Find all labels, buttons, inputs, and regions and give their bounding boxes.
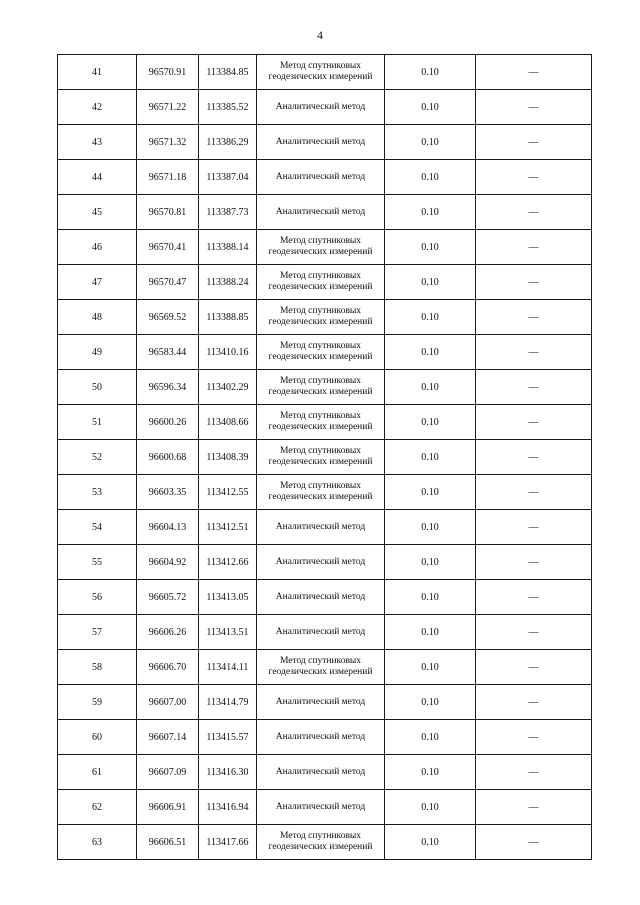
table-row (58, 370, 592, 405)
point-number-cell: 46 (58, 230, 137, 265)
y-coordinate-cell: 113386.29 (199, 125, 257, 160)
table-row (58, 545, 592, 580)
y-coordinate-cell: 113412.55 (199, 475, 257, 510)
description-cell: — (476, 160, 592, 195)
accuracy-cell: 0.10 (385, 545, 476, 580)
method-cell: Аналитический метод (257, 580, 385, 615)
accuracy-cell: 0.10 (385, 55, 476, 90)
y-coordinate-cell: 113388.14 (199, 230, 257, 265)
x-coordinate-cell: 96571.32 (137, 125, 199, 160)
y-coordinate-cell: 113416.94 (199, 790, 257, 825)
y-coordinate-cell: 113414.11 (199, 650, 257, 685)
x-coordinate-cell: 96570.41 (137, 230, 199, 265)
point-number-cell: 49 (58, 335, 137, 370)
method-cell: Метод спутниковых геодезических измерений (257, 230, 385, 265)
accuracy-cell: 0.10 (385, 580, 476, 615)
x-coordinate-cell: 96600.26 (137, 405, 199, 440)
method-cell: Метод спутниковых геодезических измерений (257, 55, 385, 90)
accuracy-cell: 0.10 (385, 650, 476, 685)
table-row (58, 615, 592, 650)
point-number-cell: 53 (58, 475, 137, 510)
x-coordinate-cell: 96596.34 (137, 370, 199, 405)
y-coordinate-cell: 113410.16 (199, 335, 257, 370)
method-cell: Метод спутниковых геодезических измерений (257, 405, 385, 440)
page-number: 4 (317, 28, 323, 42)
accuracy-cell: 0.10 (385, 195, 476, 230)
accuracy-cell: 0.10 (385, 475, 476, 510)
description-cell: — (476, 440, 592, 475)
method-cell: Метод спутниковых геодезических измерений (257, 335, 385, 370)
method-cell: Аналитический метод (257, 685, 385, 720)
point-number-cell: 44 (58, 160, 137, 195)
point-number-cell: 48 (58, 300, 137, 335)
x-coordinate-cell: 96604.92 (137, 545, 199, 580)
table-row (58, 510, 592, 545)
accuracy-cell: 0.10 (385, 615, 476, 650)
accuracy-cell: 0.10 (385, 510, 476, 545)
x-coordinate-cell: 96606.51 (137, 825, 199, 860)
table-row (58, 265, 592, 300)
x-coordinate-cell: 96607.00 (137, 685, 199, 720)
y-coordinate-cell: 113412.66 (199, 545, 257, 580)
x-coordinate-cell: 96570.81 (137, 195, 199, 230)
y-coordinate-cell: 113387.73 (199, 195, 257, 230)
table-row (58, 195, 592, 230)
method-cell: Метод спутниковых геодезических измерений (257, 440, 385, 475)
point-number-cell: 59 (58, 685, 137, 720)
method-cell: Аналитический метод (257, 90, 385, 125)
x-coordinate-cell: 96607.09 (137, 755, 199, 790)
table-body (58, 55, 592, 860)
y-coordinate-cell: 113388.85 (199, 300, 257, 335)
x-coordinate-cell: 96571.18 (137, 160, 199, 195)
description-cell: — (476, 755, 592, 790)
point-number-cell: 60 (58, 720, 137, 755)
point-number-cell: 58 (58, 650, 137, 685)
x-coordinate-cell: 96569.52 (137, 300, 199, 335)
y-coordinate-cell: 113414.79 (199, 685, 257, 720)
point-number-cell: 45 (58, 195, 137, 230)
x-coordinate-cell: 96606.70 (137, 650, 199, 685)
description-cell: — (476, 265, 592, 300)
table-row (58, 405, 592, 440)
accuracy-cell: 0.10 (385, 335, 476, 370)
description-cell: — (476, 55, 592, 90)
y-coordinate-cell: 113413.05 (199, 580, 257, 615)
description-cell: — (476, 125, 592, 160)
point-number-cell: 62 (58, 790, 137, 825)
point-number-cell: 42 (58, 90, 137, 125)
point-number-cell: 54 (58, 510, 137, 545)
accuracy-cell: 0.10 (385, 125, 476, 160)
accuracy-cell: 0.10 (385, 160, 476, 195)
description-cell: — (476, 580, 592, 615)
point-number-cell: 55 (58, 545, 137, 580)
description-cell: — (476, 370, 592, 405)
x-coordinate-cell: 96571.22 (137, 90, 199, 125)
table-row (58, 125, 592, 160)
table-row (58, 300, 592, 335)
accuracy-cell: 0.10 (385, 825, 476, 860)
table-row (58, 720, 592, 755)
y-coordinate-cell: 113388.24 (199, 265, 257, 300)
method-cell: Метод спутниковых геодезических измерений (257, 825, 385, 860)
table-row (58, 825, 592, 860)
y-coordinate-cell: 113413.51 (199, 615, 257, 650)
point-number-cell: 61 (58, 755, 137, 790)
x-coordinate-cell: 96570.91 (137, 55, 199, 90)
description-cell: — (476, 510, 592, 545)
x-coordinate-cell: 96570.47 (137, 265, 199, 300)
description-cell: — (476, 545, 592, 580)
method-cell: Аналитический метод (257, 195, 385, 230)
point-number-cell: 57 (58, 615, 137, 650)
x-coordinate-cell: 96607.14 (137, 720, 199, 755)
accuracy-cell: 0.10 (385, 790, 476, 825)
accuracy-cell: 0.10 (385, 440, 476, 475)
y-coordinate-cell: 113385.52 (199, 90, 257, 125)
method-cell: Метод спутниковых геодезических измерений (257, 265, 385, 300)
table-row (58, 755, 592, 790)
accuracy-cell: 0.10 (385, 300, 476, 335)
description-cell: — (476, 790, 592, 825)
y-coordinate-cell: 113408.66 (199, 405, 257, 440)
table-row (58, 90, 592, 125)
accuracy-cell: 0.10 (385, 755, 476, 790)
accuracy-cell: 0.10 (385, 370, 476, 405)
method-cell: Аналитический метод (257, 510, 385, 545)
description-cell: — (476, 300, 592, 335)
description-cell: — (476, 650, 592, 685)
point-number-cell: 52 (58, 440, 137, 475)
accuracy-cell: 0.10 (385, 720, 476, 755)
point-number-cell: 50 (58, 370, 137, 405)
x-coordinate-cell: 96583.44 (137, 335, 199, 370)
method-cell: Аналитический метод (257, 790, 385, 825)
table-row (58, 685, 592, 720)
y-coordinate-cell: 113412.51 (199, 510, 257, 545)
point-number-cell: 56 (58, 580, 137, 615)
method-cell: Метод спутниковых геодезических измерений (257, 370, 385, 405)
accuracy-cell: 0.10 (385, 90, 476, 125)
table-row (58, 650, 592, 685)
point-number-cell: 51 (58, 405, 137, 440)
coordinates-table (57, 54, 592, 860)
y-coordinate-cell: 113415.57 (199, 720, 257, 755)
point-number-cell: 47 (58, 265, 137, 300)
method-cell: Аналитический метод (257, 160, 385, 195)
table-row (58, 580, 592, 615)
x-coordinate-cell: 96605.72 (137, 580, 199, 615)
description-cell: — (476, 475, 592, 510)
y-coordinate-cell: 113387.04 (199, 160, 257, 195)
table-row (58, 335, 592, 370)
accuracy-cell: 0.10 (385, 265, 476, 300)
table-row (58, 440, 592, 475)
y-coordinate-cell: 113416.30 (199, 755, 257, 790)
x-coordinate-cell: 96603.35 (137, 475, 199, 510)
method-cell: Аналитический метод (257, 615, 385, 650)
x-coordinate-cell: 96606.26 (137, 615, 199, 650)
accuracy-cell: 0.10 (385, 685, 476, 720)
point-number-cell: 41 (58, 55, 137, 90)
x-coordinate-cell: 96604.13 (137, 510, 199, 545)
x-coordinate-cell: 96600.68 (137, 440, 199, 475)
y-coordinate-cell: 113408.39 (199, 440, 257, 475)
x-coordinate-cell: 96606.91 (137, 790, 199, 825)
description-cell: — (476, 335, 592, 370)
table-row (58, 55, 592, 90)
table-row (58, 475, 592, 510)
point-number-cell: 43 (58, 125, 137, 160)
accuracy-cell: 0.10 (385, 230, 476, 265)
accuracy-cell: 0.10 (385, 405, 476, 440)
method-cell: Аналитический метод (257, 720, 385, 755)
table-row (58, 790, 592, 825)
description-cell: — (476, 90, 592, 125)
method-cell: Аналитический метод (257, 545, 385, 580)
method-cell: Метод спутниковых геодезических измерений (257, 300, 385, 335)
method-cell: Аналитический метод (257, 755, 385, 790)
method-cell: Аналитический метод (257, 125, 385, 160)
description-cell: — (476, 685, 592, 720)
point-number-cell: 63 (58, 825, 137, 860)
table-row (58, 230, 592, 265)
description-cell: — (476, 230, 592, 265)
description-cell: — (476, 825, 592, 860)
method-cell: Метод спутниковых геодезических измерений (257, 650, 385, 685)
table-row (58, 160, 592, 195)
description-cell: — (476, 720, 592, 755)
y-coordinate-cell: 113402.29 (199, 370, 257, 405)
description-cell: — (476, 405, 592, 440)
description-cell: — (476, 195, 592, 230)
y-coordinate-cell: 113384.85 (199, 55, 257, 90)
method-cell: Метод спутниковых геодезических измерений (257, 475, 385, 510)
y-coordinate-cell: 113417.66 (199, 825, 257, 860)
description-cell: — (476, 615, 592, 650)
